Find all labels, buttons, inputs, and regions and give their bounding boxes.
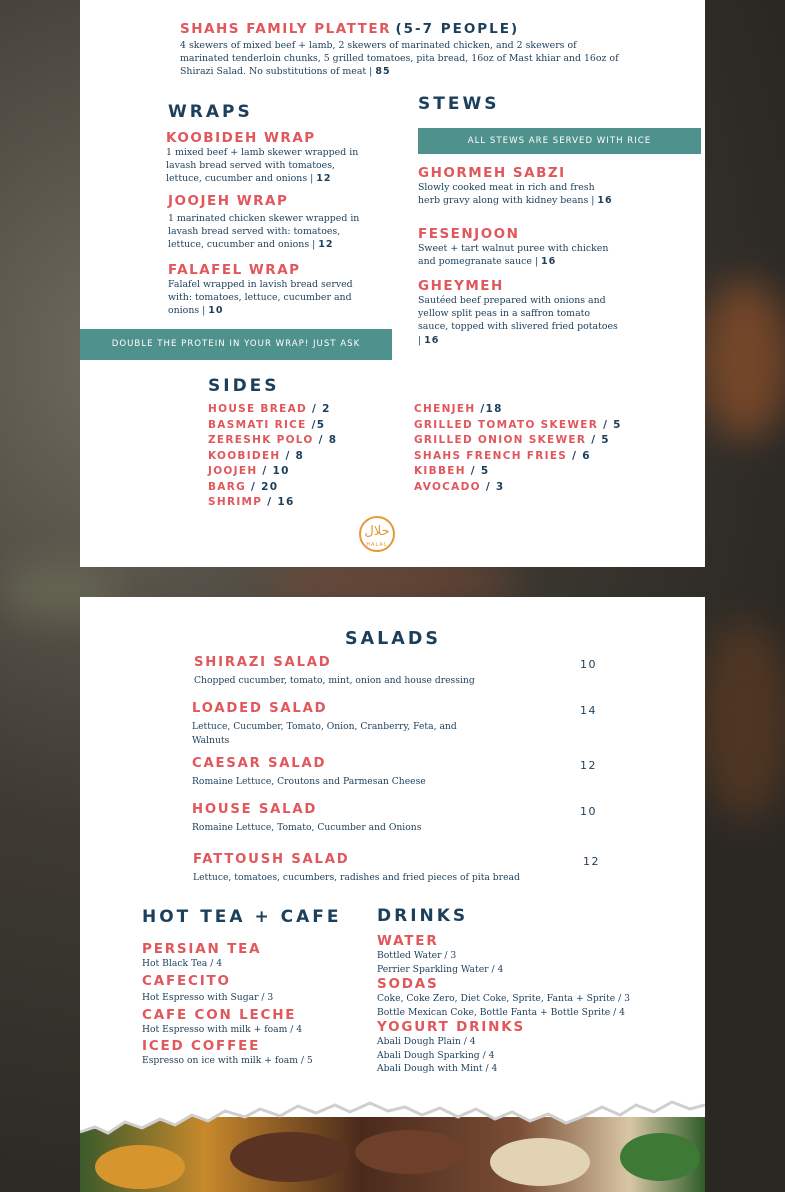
wrap-item (168, 262, 368, 318)
salad-name: CAESAR SALAD (192, 756, 327, 771)
wrap-name: KOOBIDEH WRAP (166, 130, 316, 146)
hot-tea-description: Hot Black Tea / 4 (142, 958, 223, 969)
salad-description: Lettuce, Cucumber, Tomato, Onion, Cranberry, Feta, and Walnuts (192, 721, 457, 746)
salad-price: 10 (580, 805, 597, 818)
hot-tea-description: Hot Espresso with milk + foam / 4 (142, 1024, 303, 1035)
side-item: SHAHS FRENCH FRIES / 6 (414, 449, 591, 462)
hot-tea-description: Espresso on ice with milk + foam / 5 (142, 1054, 313, 1066)
platter-people: (5-7 PEOPLE) (395, 21, 520, 37)
drinks-list (377, 933, 630, 1076)
hot-tea-heading: HOT TEA + CAFE (142, 907, 342, 927)
salad-name: HOUSE SALAD (192, 802, 318, 817)
salad-item (193, 852, 593, 885)
drink-line: Perrier Sparkling Water / 4 (377, 963, 504, 975)
drink-group-name: SODAS (377, 976, 439, 992)
side-item: ZERESHK POLO / 8 (208, 434, 338, 446)
salad-item (194, 655, 594, 688)
halal-logo (359, 516, 395, 552)
stew-price: 16 (597, 195, 613, 207)
salad-description: Romaine Lettuce, Tomato, Cucumber and Onions (192, 822, 422, 833)
wraps-heading: WRAPS (168, 102, 253, 122)
drink-line: Abali Dough Plain / 4 (377, 1036, 476, 1047)
hot-tea-name: ICED COFFEE (142, 1037, 261, 1054)
family-platter (180, 20, 620, 79)
stews-banner: ALL STEWS ARE SERVED WITH RICE (418, 128, 701, 154)
menu-page-salads-drinks (80, 597, 705, 1192)
side-item: CHENJEH /18 (414, 403, 503, 415)
salad-name: SHIRAZI SALAD (194, 655, 332, 670)
wrap-item (168, 193, 368, 252)
halal-latin: HALAL (366, 542, 388, 548)
side-item: HOUSE BREAD / 2 (208, 403, 331, 415)
salad-price: 12 (583, 855, 600, 868)
platter-title: SHAHS FAMILY PLATTER (180, 21, 391, 37)
hot-tea-name: CAFE CON LECHE (142, 1007, 297, 1023)
stews-heading: STEWS (418, 94, 500, 114)
wrap-price: 12 (318, 239, 334, 251)
wrap-item (166, 130, 366, 186)
salad-item (192, 701, 472, 748)
side-item: JOOJEH / 10 (208, 465, 290, 477)
menu-page-mains (80, 0, 705, 567)
stew-name: GHORMEH SABZI (418, 165, 566, 181)
side-item: AVOCADO / 3 (414, 480, 505, 493)
stew-name: GHEYMEH (418, 278, 504, 294)
sides-heading: SIDES (208, 376, 280, 396)
hot-tea-name: CAFECITO (142, 972, 231, 989)
halal-arabic: حلال (364, 524, 390, 539)
wrap-description: 1 marinated chicken skewer wrapped in lavash bread served with: tomatoes, lettuce, cucumber and onions | (168, 213, 360, 251)
drinks-heading: DRINKS (377, 906, 469, 926)
drink-group-name: YOGURT DRINKS (377, 1019, 526, 1035)
wraps-banner: DOUBLE THE PROTEIN IN YOUR WRAP! JUST ASK (80, 329, 392, 360)
platter-price: 85 (375, 66, 391, 78)
hot-tea-description: Hot Espresso with Sugar / 3 (142, 991, 274, 1003)
drink-line: Bottled Water / 3 (377, 950, 457, 961)
hot-tea-name: PERSIAN TEA (142, 941, 262, 957)
wrap-price: 10 (208, 305, 224, 317)
salad-description: Chopped cucumber, tomato, mint, onion and house dressing (194, 675, 475, 686)
wrap-description: Falafel wrapped in lavish bread served with: tomatoes, lettuce, cucumber and onions | (168, 279, 353, 317)
salad-item (192, 756, 592, 789)
drink-group-name: WATER (377, 933, 439, 949)
side-item: KOOBIDEH / 8 (208, 449, 305, 462)
salad-price: 12 (580, 759, 597, 772)
salad-item (192, 802, 592, 835)
wrap-name: FALAFEL WRAP (168, 262, 301, 278)
drink-line: Abali Dough Sparking / 4 (377, 1049, 495, 1061)
hot-tea-list (142, 941, 313, 1067)
stew-description: Sautéed beef prepared with onions and yellow split peas in a saffron tomato sauce, topped with slivered fried potatoes | (418, 295, 618, 346)
background-food-photo (700, 620, 785, 820)
background-food-photo (700, 280, 785, 440)
side-item: BARG / 20 (208, 480, 279, 493)
wrap-description: 1 mixed beef + lamb skewer wrapped in lavash bread served with tomatoes, lettuce, cucumber and onions | (166, 147, 359, 185)
drink-line: Bottle Mexican Coke, Bottle Fanta + Bottle Sprite / 4 (377, 1006, 625, 1018)
wrap-price: 12 (316, 173, 332, 185)
salads-heading: SALADS (345, 629, 441, 649)
wrap-name: JOOJEH WRAP (168, 193, 289, 209)
salad-price: 10 (580, 658, 597, 671)
stew-description: Slowly cooked meat in rich and fresh herb gravy along with kidney beans | (418, 182, 595, 207)
stew-name: FESENJOON (418, 226, 520, 242)
drink-line: Coke, Coke Zero, Diet Coke, Sprite, Fanta + Sprite / 3 (377, 993, 630, 1004)
platter-description: 4 skewers of mixed beef + lamb, 2 skewers of marinated chicken, and 2 skewers of marinated tenderloin chunks, 5 grilled tomatoes, pita bread, 16oz of Mast khiar and 16oz of Shirazi Salad. No substitutions of meat | (180, 40, 619, 78)
side-item: KIBBEH / 5 (414, 465, 490, 477)
side-item: BASMATI RICE /5 (208, 418, 326, 431)
stew-description: Sweet + tart walnut puree with chicken and pomegranate sauce | (418, 243, 609, 268)
salad-name: LOADED SALAD (192, 701, 328, 716)
salad-description: Romaine Lettuce, Croutons and Parmesan Cheese (192, 776, 426, 787)
salad-price: 14 (580, 704, 597, 717)
stew-price: 16 (541, 256, 557, 268)
salad-name: FATTOUSH SALAD (193, 852, 350, 867)
stew-item (418, 165, 618, 207)
side-item: SHRIMP / 16 (208, 496, 295, 508)
stew-item (418, 278, 618, 347)
salad-description: Lettuce, tomatoes, cucumbers, radishes and fried pieces of pita bread (193, 872, 520, 883)
side-item: GRILLED TOMATO SKEWER / 5 (414, 418, 622, 431)
stew-item (418, 226, 618, 268)
sides-list-right (414, 402, 622, 495)
sides-list-left (208, 402, 337, 511)
stew-price: 16 (424, 334, 440, 346)
side-item: GRILLED ONION SKEWER / 5 (414, 434, 610, 446)
food-photo-torn-edge (80, 1097, 705, 1192)
drink-line: Abali Dough with Mint / 4 (377, 1063, 498, 1074)
